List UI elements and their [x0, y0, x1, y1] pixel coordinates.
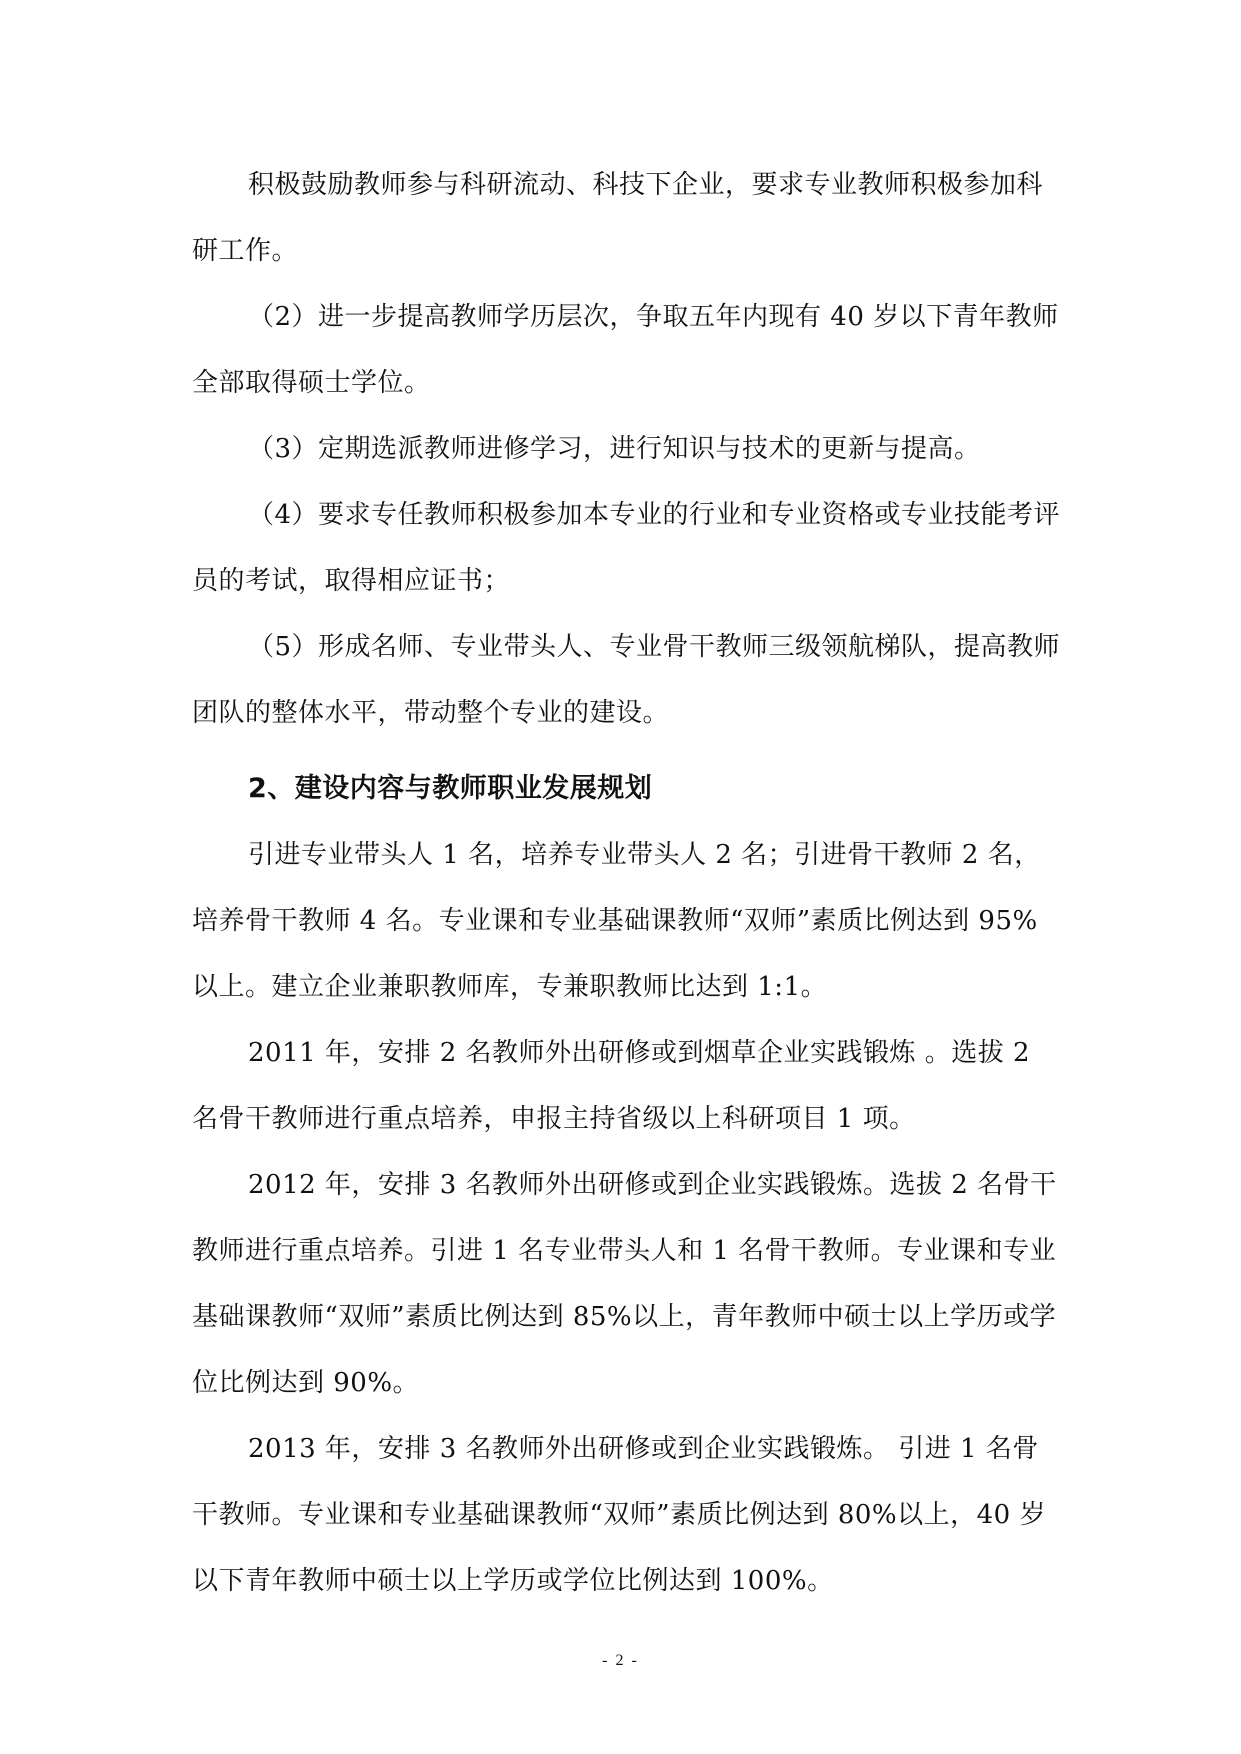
paragraph-item-3: （3）定期选派教师进修学习，进行知识与技术的更新与提高。	[248, 434, 981, 464]
paragraph-item-5: （5）形成名师、专业带头人、专业骨干教师三级领航梯队，提高教师团队的整体水平，带动整个专业的建设。	[192, 632, 1061, 728]
paragraph-year-2012: 2012 年，安排 3 名教师外出研修或到企业实践锻炼。选拔 2 名骨干教师进行重点培养。引进 1 名专业带头人和 1 名骨干教师。专业课和专业基础课教师“双师”素质比例达到 85%以上，青年教师中硕士以上学历或学位比例达到 90%。	[192, 1170, 1057, 1398]
document-body	[192, 152, 1062, 1614]
paragraph-overall-goals: 引进专业带头人 1 名，培养专业带头人 2 名；引进骨干教师 2 名，培养骨干教师 4 名。专业课和专业基础课教师“双师”素质比例达到 95%以上。建立企业兼职教师库，专兼职教师比达到 1:1。	[192, 840, 1041, 1002]
paragraph-year-2013: 2013 年，安排 3 名教师外出研修或到企业实践锻炼。 引进 1 名骨干教师。专业课和专业基础课教师“双师”素质比例达到 80%以上，40 岁以下青年教师中硕士以上学历或学位比例达到 100%。	[192, 1434, 1046, 1596]
spacer	[192, 746, 1062, 756]
section-heading: 2、建设内容与教师职业发展规划	[248, 773, 653, 804]
paragraph-item-2: （2）进一步提高教师学历层次，争取五年内现有 40 岁以下青年教师全部取得硕士学位。	[192, 302, 1059, 398]
paragraph-research-encouragement: 积极鼓励教师参与科研流动、科技下企业，要求专业教师积极参加科研工作。	[192, 170, 1044, 266]
paragraph-year-2011: 2011 年，安排 2 名教师外出研修或到烟草企业实践锻炼 。选拔 2 名骨干教师进行重点培养，申报主持省级以上科研项目 1 项。	[192, 1038, 1031, 1134]
paragraph-item-4: （4）要求专任教师积极参加本专业的行业和专业资格或专业技能考评员的考试，取得相应证书；	[192, 500, 1061, 596]
page-number: - 2 -	[602, 1652, 639, 1669]
